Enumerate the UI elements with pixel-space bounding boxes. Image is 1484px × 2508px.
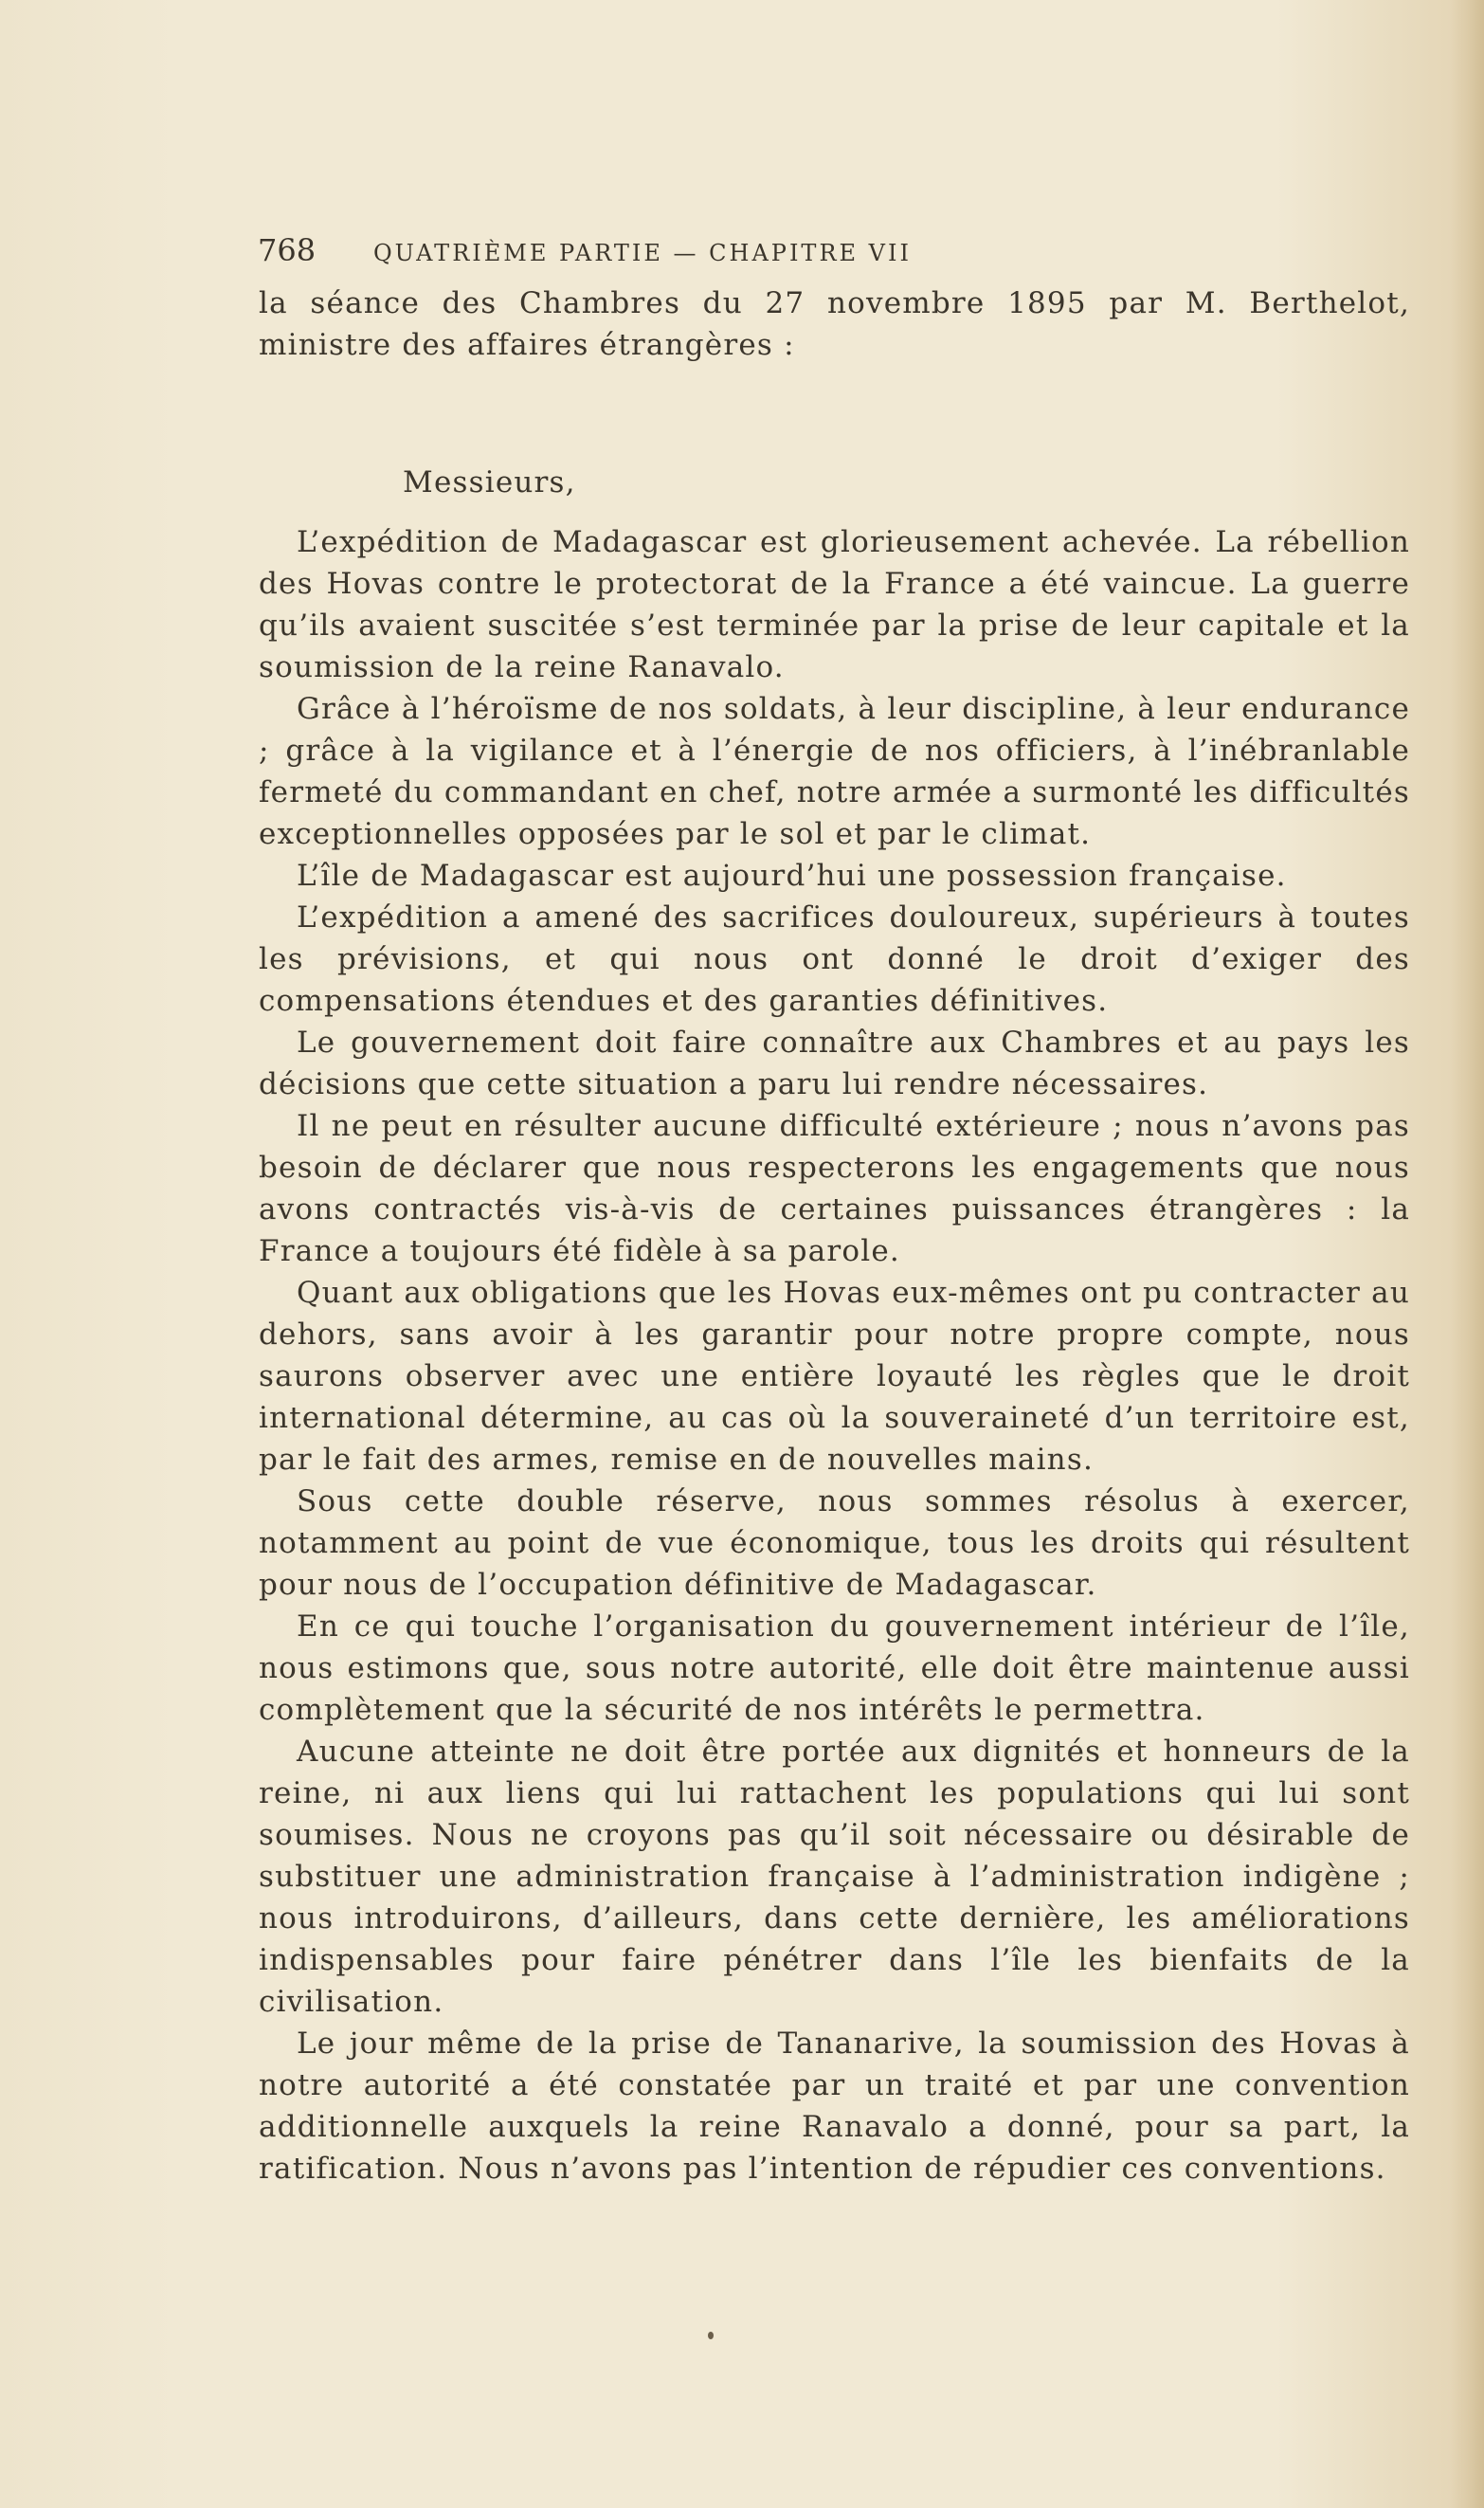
speech-paragraph: Le jour même de la prise de Tananarive, la soumission des Hovas à notre autorité a été constatée par un traité et par une convention additionnelle auxquels la reine Ranavalo a donné, pour sa part, la ratification. Nous n’avons pas l’intention de répudier ces conventions.	[259, 2026, 1410, 2186]
speech-paragraph: Grâce à l’héroïsme de nos soldats, à leur discipline, à leur endurance ; grâce à la vigilance et à l’énergie de nos officiers, à l’inébranlable fermeté du commandant en chef, notre armée a surmonté les difficultés exceptionnelles opposées par le sol et par le climat.	[259, 692, 1410, 851]
speech-paragraph: En ce qui touche l’organisation du gouvernement intérieur de l’île, nous estimons que, sous notre autorité, elle doit être maintenue aussi complètement que la sécurité de nos intérêts le permettra.	[259, 1609, 1410, 1727]
speech-paragraph: L’île de Madagascar est aujourd’hui une possession française.	[297, 859, 1287, 893]
speech-paragraph: L’expédition de Madagascar est glorieusement achevée. La rébellion des Hovas contre le protectorat de la France a été vaincue. La guerre qu’ils avaient suscitée s’est terminée par la prise de leur capitale et la soumission de la reine Ranavalo.	[259, 525, 1410, 684]
page-edge-shadow	[1450, 0, 1484, 2508]
running-head: QUATRIÈME PARTIE — CHAPITRE VII	[373, 240, 912, 266]
speech-body	[259, 521, 1410, 2190]
speech-paragraph: Il ne peut en résulter aucune difficulté extérieure ; nous n’avons pas besoin de déclarer que nous respecterons les engagements que nous avons contractés vis-à-vis de certaines puissances étrangères : la France a toujours été fidèle à sa parole.	[259, 1109, 1410, 1268]
page-header	[258, 232, 1130, 270]
speech-paragraph: Le gouvernement doit faire connaître aux Chambres et au pays les décisions que cette situation a paru lui rendre nécessaires.	[259, 1026, 1410, 1101]
speech-paragraph: Sous cette double réserve, nous sommes résolus à exercer, notamment au point de vue économique, tous les droits qui résultent pour nous de l’occupation définitive de Madagascar.	[259, 1484, 1410, 1602]
speech-paragraph: Quant aux obligations que les Hovas eux-mêmes ont pu contracter au dehors, sans avoir à les garantir pour notre propre compte, nous saurons observer avec une entière loyauté les règles que le droit international détermine, au cas où la souveraineté d’un territoire est, par le fait des armes, remise en de nouvelles mains.	[259, 1276, 1410, 1477]
speech-paragraph: L’expédition a amené des sacrifices douloureux, supérieurs à toutes les prévisions, et qui nous ont donné le droit d’exiger des compensations étendues et des garanties définitives.	[259, 900, 1410, 1018]
intro-paragraph	[259, 282, 1410, 366]
speech-paragraph: Aucune atteinte ne doit être portée aux dignités et honneurs de la reine, ni aux liens qui lui rattachent les populations qui lui sont soumises. Nous ne croyons pas qu’il soit nécessaire ou désirable de substituer une administration française à l’administration indigène ; nous introduirons, d’ailleurs, dans cette dernière, les améliorations indispensables pour faire pénétrer dans l’île les bienfaits de la civilisation.	[259, 1735, 1410, 2019]
speech-salutation: Messieurs,	[403, 465, 576, 500]
intro-text: la séance des Chambres du 27 novembre 1895 par M. Berthelot, ministre des affaires étrangères :	[259, 286, 1410, 362]
page-number: 768	[258, 232, 317, 268]
ink-speck	[708, 2332, 714, 2339]
